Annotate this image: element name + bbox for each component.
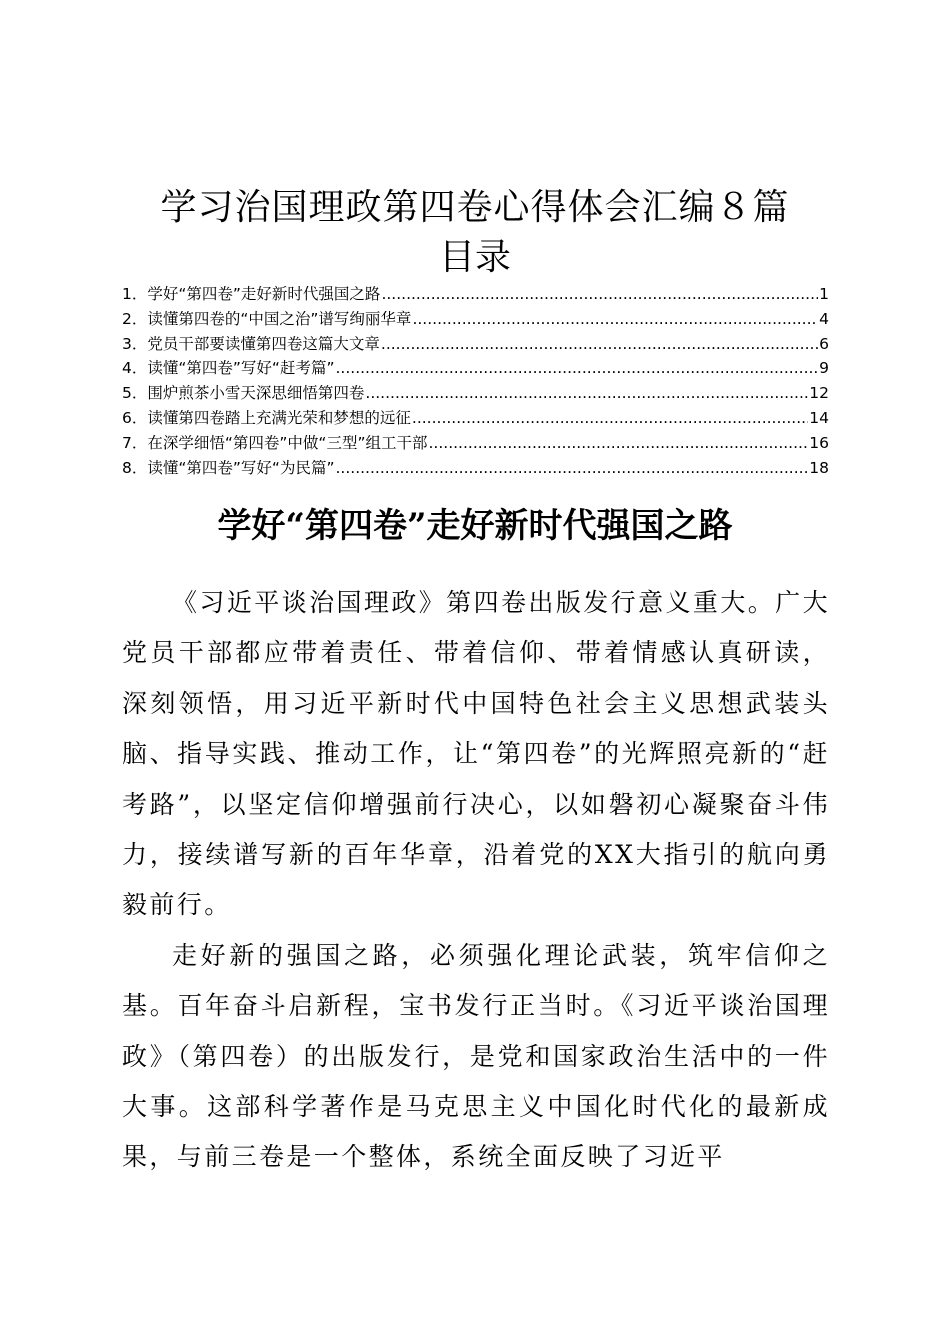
toc-entry-number: 8．	[122, 458, 148, 477]
toc-entry-title: 读懂“第四卷”写好“赶考篇”	[147, 359, 335, 378]
toc-heading: 目录	[438, 237, 511, 278]
toc-entry-title: 读懂“第四卷”写好“为民篇”	[147, 458, 335, 477]
toc-entry-page: 14	[809, 408, 829, 427]
toc-entry-page: 18	[809, 458, 829, 477]
body-paragraph-2: 走好新的强国之路，必须强化理论武装，筑牢信仰之基。百年奋斗启新程，宝书发行正当时。《习近平谈治国理政》（第四卷）的出版发行，是党和国家政治生活中的一件大事。这部科学著作是马克思主义中国化时代化的最新成果，与前三卷是一个整体，系统全面反映了习近平	[122, 940, 830, 1172]
toc-entry-title: 围炉煎茶小雪天深思细悟第四卷	[147, 384, 365, 403]
toc-entry-title: 读懂第四卷的“中国之治”谱写绚丽华章	[147, 309, 412, 328]
toc-entry-3[interactable]	[122, 332, 829, 357]
toc-entry-title: 在深学细悟“第四卷”中做“三型”组工干部	[147, 433, 428, 452]
toc-entry-number: 7．	[122, 433, 148, 452]
toc-leader-dots	[381, 332, 818, 357]
toc-entry-page: 12	[809, 384, 829, 403]
section-body	[122, 578, 830, 1183]
toc-entry-number: 4．	[122, 359, 148, 378]
toc-entry-title: 党员干部要读懂第四卷这篇大文章	[147, 334, 380, 353]
toc-entry-title: 学好“第四卷”走好新时代强国之路	[147, 285, 381, 303]
toc-entry-5[interactable]	[122, 381, 829, 406]
toc-leader-dots	[336, 456, 809, 481]
toc-entry-page: 9	[819, 359, 829, 378]
toc-leader-dots	[365, 381, 808, 406]
toc-entry-7[interactable]	[122, 431, 829, 456]
toc-entry-title: 读懂第四卷踏上充满光荣和梦想的远征	[147, 408, 411, 427]
toc-leader-dots	[412, 307, 818, 332]
table-of-contents	[122, 282, 829, 480]
toc-leader-dots	[381, 282, 818, 307]
toc-entry-page: 16	[809, 433, 829, 452]
toc-entry-number: 5．	[122, 384, 148, 403]
toc-entry-6[interactable]	[122, 406, 829, 431]
document-title: 学习治国理政第四卷心得体会汇编８篇	[160, 187, 790, 228]
toc-entry-page: 1	[819, 285, 829, 303]
toc-entry-number: 6．	[122, 408, 148, 427]
toc-entry-8[interactable]	[122, 456, 829, 481]
toc-leader-dots	[412, 406, 808, 431]
toc-entry-number: 3．	[122, 334, 148, 353]
toc-entry-number: 2．	[122, 309, 148, 328]
body-paragraph-1: 《习近平谈治国理政》第四卷出版发行意义重大。广大党员干部都应带着责任、带着信仰、带着情感认真研读，深刻领悟，用习近平新时代中国特色社会主义思想武装头脑、指导实践、推动工作，让“第四卷”的光辉照亮新的“赶考路”，以坚定信仰增强前行决心，以如磐初心凝聚奋斗伟力，接续谱写新的百年华章，沿着党的XX大指引的航向勇毅前行。	[122, 588, 830, 920]
toc-entry-number: 1．	[122, 285, 148, 303]
toc-leader-dots	[336, 356, 819, 381]
toc-entry-page: 4	[819, 309, 829, 328]
toc-entry-2[interactable]	[122, 307, 829, 332]
toc-leader-dots	[429, 431, 809, 456]
section-title: 学好“第四卷”走好新时代强国之路	[217, 506, 733, 546]
toc-entry-4[interactable]	[122, 356, 829, 381]
toc-entry-page: 6	[819, 334, 829, 353]
toc-entry-1[interactable]	[122, 282, 829, 307]
